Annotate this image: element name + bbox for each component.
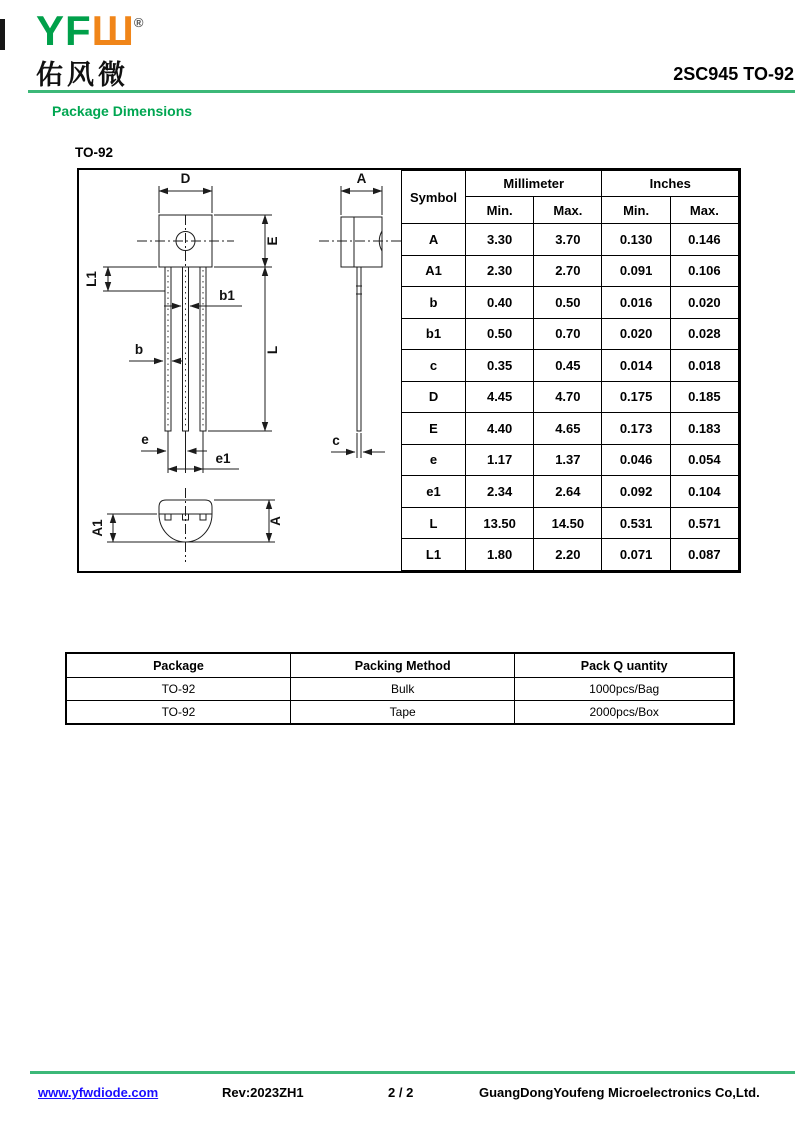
company-name: GuangDongYoufeng Microelectronics Co,Ltd. [479, 1085, 760, 1100]
cell-symbol: c [402, 350, 466, 382]
cell-value: 4.70 [534, 381, 602, 413]
cell-value: 0.014 [602, 350, 670, 382]
cell-value: 0.35 [466, 350, 534, 382]
cell-value: 0.020 [670, 287, 738, 319]
packing-table-container [65, 652, 735, 725]
col-header-symbol: Symbol [402, 171, 466, 224]
col-header-package: Package [66, 653, 290, 678]
logo-yf-text: YF [36, 7, 92, 54]
cell-value: 0.130 [602, 224, 670, 256]
col-header-mm-min: Min. [466, 197, 534, 224]
cell-symbol: L [402, 507, 466, 539]
bottom-view [90, 488, 283, 562]
dim-label-A1: A1 [90, 519, 105, 537]
cell-value: 0.020 [602, 318, 670, 350]
table-row [402, 476, 739, 508]
cell-value: 13.50 [466, 507, 534, 539]
front-view [84, 171, 280, 473]
cell-value: 3.70 [534, 224, 602, 256]
col-header-pack-quantity: Pack Q uantity [515, 653, 734, 678]
cell-value: 0.185 [670, 381, 738, 413]
cell-value: 0.45 [534, 350, 602, 382]
cell-value: 0.046 [602, 444, 670, 476]
cell-value: 3.30 [466, 224, 534, 256]
table-row [402, 444, 739, 476]
table-row [402, 507, 739, 539]
dim-label-A-bottom: A [268, 516, 283, 526]
cell-value: 0.50 [534, 287, 602, 319]
cell-packing-method: Bulk [290, 678, 514, 701]
section-title: Package Dimensions [52, 103, 193, 119]
cell-symbol: A [402, 224, 466, 256]
part-number-title: 2SC945 TO-92 [673, 64, 794, 84]
cell-value: 0.183 [670, 413, 738, 445]
cell-value: 4.40 [466, 413, 534, 445]
table-row [402, 287, 739, 319]
cell-value: 4.65 [534, 413, 602, 445]
dim-label-L: L [265, 345, 280, 355]
cell-value: 2.20 [534, 539, 602, 571]
cell-symbol: b1 [402, 318, 466, 350]
dim-label-b: b [134, 342, 144, 357]
dim-label-L1: L1 [84, 271, 99, 287]
cell-value: 0.071 [602, 539, 670, 571]
cell-value: 0.104 [670, 476, 738, 508]
dim-label-e1: e1 [215, 451, 231, 466]
dim-label-e: e [141, 432, 149, 447]
scan-artifact [0, 19, 5, 50]
cell-symbol: D [402, 381, 466, 413]
package-type-label: TO-92 [75, 145, 114, 160]
dim-label-D: D [180, 171, 191, 186]
revision-label: Rev:2023ZH1 [222, 1085, 304, 1100]
cell-value: 0.531 [602, 507, 670, 539]
cell-packing-method: Tape [290, 701, 514, 725]
cell-value: 2.70 [534, 255, 602, 287]
cell-symbol: A1 [402, 255, 466, 287]
cell-value: 0.092 [602, 476, 670, 508]
cell-pack-quantity: 2000pcs/Box [515, 701, 734, 725]
page-number: 2 / 2 [388, 1085, 414, 1100]
cell-package: TO-92 [66, 678, 290, 701]
dimension-table-container [401, 170, 739, 571]
cell-value: 0.106 [670, 255, 738, 287]
cell-value: 0.028 [670, 318, 738, 350]
cell-value: 0.70 [534, 318, 602, 350]
logo-chinese-name: 佑风微 [36, 60, 129, 90]
cell-value: 2.30 [466, 255, 534, 287]
packing-table [65, 652, 735, 725]
col-header-mm-max: Max. [534, 197, 602, 224]
cell-pack-quantity: 1000pcs/Bag [515, 678, 734, 701]
cell-symbol: e1 [402, 476, 466, 508]
cell-value: 4.45 [466, 381, 534, 413]
footer-divider [30, 1071, 795, 1074]
dim-label-b1: b1 [219, 288, 235, 303]
side-view [319, 171, 401, 458]
header-divider [28, 90, 795, 93]
cell-value: 0.50 [466, 318, 534, 350]
cell-value: 1.17 [466, 444, 534, 476]
company-logo [36, 7, 144, 92]
table-row [402, 381, 739, 413]
package-dimensions-panel [77, 168, 741, 573]
col-header-inches: Inches [602, 171, 739, 197]
cell-value: 1.37 [534, 444, 602, 476]
cell-symbol: b [402, 287, 466, 319]
table-row [402, 255, 739, 287]
cell-value: 14.50 [534, 507, 602, 539]
table-row [402, 224, 739, 256]
cell-symbol: L1 [402, 539, 466, 571]
cell-symbol: e [402, 444, 466, 476]
dimension-table [401, 170, 739, 571]
cell-value: 0.146 [670, 224, 738, 256]
col-header-in-min: Min. [602, 197, 670, 224]
cell-value: 0.091 [602, 255, 670, 287]
cell-value: 0.018 [670, 350, 738, 382]
col-header-in-max: Max. [670, 197, 738, 224]
dim-label-A-side: A [356, 171, 367, 186]
cell-value: 0.175 [602, 381, 670, 413]
cell-symbol: E [402, 413, 466, 445]
table-row [66, 678, 734, 701]
table-row [66, 701, 734, 725]
cell-value: 2.64 [534, 476, 602, 508]
cell-value: 2.34 [466, 476, 534, 508]
cell-value: 0.571 [670, 507, 738, 539]
logo-wordmark [36, 7, 144, 54]
dim-label-c: c [332, 433, 340, 448]
logo-sha-glyph: Ш [91, 7, 134, 54]
table-row [402, 318, 739, 350]
table-row [402, 350, 739, 382]
cell-value: 1.80 [466, 539, 534, 571]
registered-trademark-icon: ® [133, 15, 144, 30]
cell-value: 0.054 [670, 444, 738, 476]
col-header-packing-method: Packing Method [290, 653, 514, 678]
dim-label-E: E [265, 236, 280, 246]
website-link[interactable]: www.yfwdiode.com [38, 1085, 159, 1100]
col-header-millimeter: Millimeter [466, 171, 602, 197]
cell-package: TO-92 [66, 701, 290, 725]
package-outline-drawing [79, 170, 401, 571]
cell-value: 0.173 [602, 413, 670, 445]
cell-value: 0.087 [670, 539, 738, 571]
table-row [402, 413, 739, 445]
table-row [402, 539, 739, 571]
to92-drawing-svg [79, 170, 401, 571]
cell-value: 0.40 [466, 287, 534, 319]
cell-value: 0.016 [602, 287, 670, 319]
